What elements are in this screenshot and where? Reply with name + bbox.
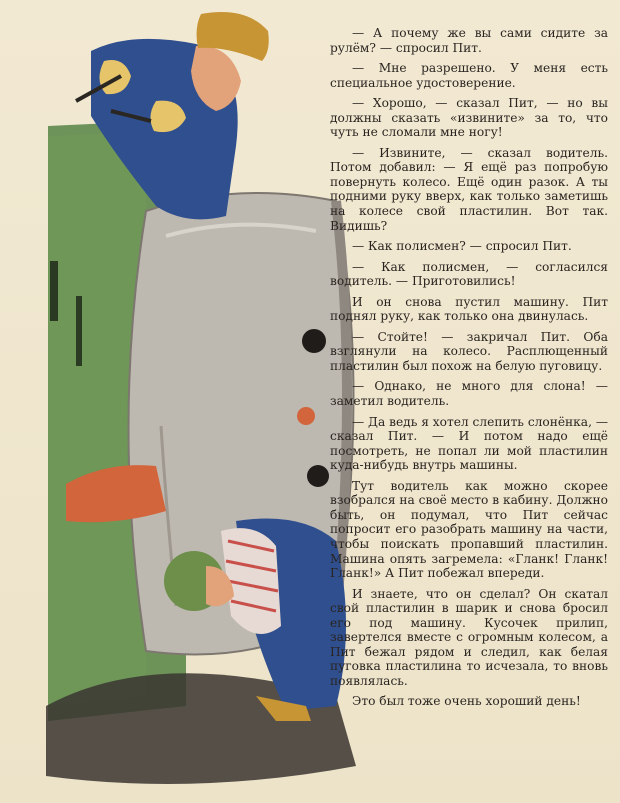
paragraph: — Да ведь я хотел слепить слонёнка, — сказал Пит. — И потом надо ещё посмотреть, не попал ли мой пластилин куда-нибудь внутрь машины.: [330, 414, 609, 473]
paragraph: — Как полисмен? — спросил Пит.: [352, 239, 572, 254]
story-text: [330, 26, 608, 715]
paragraph: — Однако, не много для слона! — заметил водитель.: [330, 379, 608, 409]
paragraph: — Извините, — сказал водитель. Потом добавил: — Я ещё раз попробую повернуть колесо. Ещё один разок. А ты подними руку вверх, как только заметишь на колесе свой пластилин. Вот так. Видишь?: [330, 145, 608, 233]
paragraph: — Мне разрешено. У меня есть специальное удостоверение.: [330, 61, 608, 90]
paragraph: — Стойте! — закричал Пит. Оба взглянули на колесо. Расплющенный пластилин был похож на белую пуговицу.: [330, 329, 608, 373]
paragraph: Это был тоже очень хороший день!: [352, 694, 581, 709]
road-roller-illustration: [36, 6, 368, 796]
paragraph: Тут водитель как можно скорее взобрался на своё место в кабину. Должно быть, он подумал, что Пит сейчас попросит его разобрать машину на части, чтобы поискать пропавший пластилин. Машина опять загремела: «Гланк! Гланк! Гланк!» А Пит побежал впереди.: [330, 478, 609, 581]
paragraph: И он снова пустил машину. Пит поднял руку, как только она двинулась.: [330, 294, 608, 324]
paragraph: И знаете, что он сделал? Он скатал свой пластилин в шарик и снова бросил его под машину. Кусочек прилип, завертелся вместе с огромным колесом, а Пит бежал рядом и следил, как белая пуговка пластилина то исчезала, то вновь появлялась.: [330, 586, 608, 688]
paragraph: — Хорошо, — сказал Пит, — но вы должны сказать «извините» за то, что чуть не сломали мне ногу!: [330, 96, 608, 140]
paragraph: — Как полисмен, — согласился водитель. — Приготовились!: [330, 259, 608, 289]
paragraph: — А почему же вы сами сидите за рулём? — спросил Пит.: [330, 26, 608, 55]
